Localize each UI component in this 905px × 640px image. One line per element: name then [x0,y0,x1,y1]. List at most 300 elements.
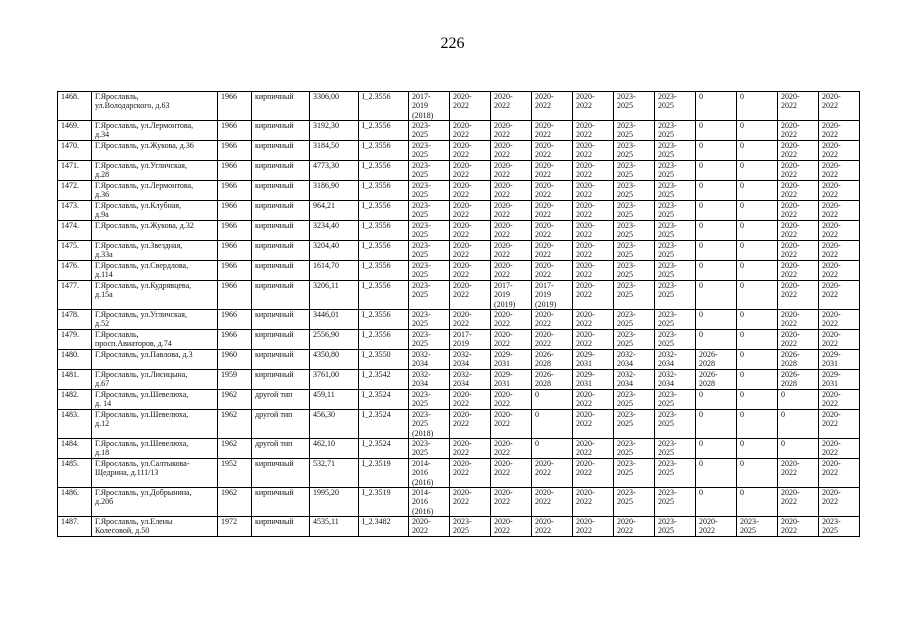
work-period-cell: 0 [737,221,778,241]
work-period-cell: 2020- 2022 [450,310,491,330]
work-period-cell: 0 [737,181,778,201]
work-period-cell: 2020- 2022 [778,310,819,330]
wall-material-cell: кирпичный [252,161,310,181]
work-period-cell: 0 [737,241,778,261]
work-period-cell: 2020- 2022 [819,310,860,330]
work-period-cell: 2023- 2025 [655,488,696,517]
work-period-cell: 2020- 2022 [819,161,860,181]
work-period-cell: 2020- 2022 [573,241,614,261]
work-period-cell: 2020- 2022 [450,439,491,459]
year-built-cell: 1966 [218,281,252,310]
work-period-cell: 2023- 2025 [655,410,696,439]
year-built-cell: 1966 [218,221,252,241]
work-period-cell: 2020- 2022 [450,261,491,281]
work-period-cell: 2020- 2022 [532,459,573,488]
work-period-cell: 2020- 2022 [819,201,860,221]
work-period-cell: 2017- 2019 (2018) [409,92,450,121]
work-period-cell: 0 [737,488,778,517]
work-period-cell: 2020- 2022 [450,410,491,439]
work-period-cell: 2020- 2022 [819,261,860,281]
work-period-cell: 2023- 2025 [614,488,655,517]
work-period-cell: 2029- 2031 [573,370,614,390]
year-built-cell: 1966 [218,121,252,141]
work-period-cell: 2023- 2025 [655,439,696,459]
work-period-cell: 2020- 2022 [819,439,860,459]
work-period-cell: 2020- 2022 [450,161,491,181]
work-period-cell: 2020- 2022 [532,141,573,161]
work-period-cell: 0 [696,439,737,459]
work-period-cell: 0 [737,370,778,390]
year-built-cell: 1960 [218,350,252,370]
work-period-cell: 2020- 2022 [778,141,819,161]
work-period-cell: 2023- 2025 [614,410,655,439]
wall-material-cell: кирпичный [252,261,310,281]
table-row [58,350,860,370]
work-period-cell: 2023- 2025 [737,517,778,537]
address-cell: Г.Ярославль, ул.Угличская, д.52 [92,310,218,330]
work-period-cell: 2023- 2025 [409,390,450,410]
work-period-cell: 2023- 2025 [655,261,696,281]
work-period-cell: 0 [737,390,778,410]
row-number: 1475. [58,241,92,261]
work-period-cell: 2023- 2025 [409,330,450,350]
work-period-cell: 0 [778,390,819,410]
address-cell: Г.Ярославль, ул.Жукова, д.32 [92,221,218,241]
work-period-cell: 2020- 2022 [819,410,860,439]
work-period-cell: 2020- 2022 [573,261,614,281]
work-period-cell: 2023- 2025 [655,459,696,488]
work-period-cell: 2020- 2022 [450,92,491,121]
work-period-cell: 2020- 2022 [778,181,819,201]
work-period-cell: 2023- 2025 [819,517,860,537]
work-period-cell: 2020- 2022 [819,281,860,310]
row-number: 1487. [58,517,92,537]
address-cell: Г.Ярославль, ул.Звездная, д.33а [92,241,218,261]
work-period-cell: 2020- 2022 [819,459,860,488]
wall-material-cell: кирпичный [252,121,310,141]
work-period-cell: 2020- 2022 [532,181,573,201]
area-cell: 4350,80 [310,350,359,370]
wall-material-cell: кирпичный [252,370,310,390]
code-cell: I_2.3556 [359,92,409,121]
table-row [58,92,860,121]
wall-material-cell: кирпичный [252,141,310,161]
work-period-cell: 2020- 2022 [819,221,860,241]
work-period-cell: 2023- 2025 [409,181,450,201]
row-number: 1484. [58,439,92,459]
code-cell: I_2.3556 [359,141,409,161]
code-cell: I_2.3550 [359,350,409,370]
table-row [58,281,860,310]
work-period-cell: 2032- 2034 [614,350,655,370]
row-number: 1481. [58,370,92,390]
row-number: 1485. [58,459,92,488]
work-period-cell: 2023- 2025 [409,121,450,141]
work-period-cell: 2020- 2022 [532,310,573,330]
work-period-cell: 2023- 2025 [614,181,655,201]
table-row [58,221,860,241]
area-cell: 3186,90 [310,181,359,201]
address-cell: Г.Ярославль, ул.Володарского, д.63 [92,92,218,121]
work-period-cell: 2020- 2022 [778,488,819,517]
work-period-cell: 2020- 2022 [491,517,532,537]
work-period-cell: 2014- 2016 (2016) [409,488,450,517]
work-period-cell: 2020- 2022 [573,221,614,241]
work-period-cell: 0 [696,201,737,221]
work-period-cell: 2026- 2028 [696,350,737,370]
code-cell: I_2.3524 [359,439,409,459]
table-row [58,161,860,181]
work-period-cell: 0 [696,310,737,330]
work-period-cell: 0 [696,390,737,410]
work-period-cell: 2020- 2022 [491,121,532,141]
area-cell: 459,11 [310,390,359,410]
work-period-cell: 2020- 2022 [573,517,614,537]
year-built-cell: 1966 [218,201,252,221]
work-period-cell: 2020- 2022 [450,488,491,517]
work-period-cell: 2020- 2022 [573,121,614,141]
work-period-cell: 2023- 2025 [655,161,696,181]
work-period-cell: 2023- 2025 [409,310,450,330]
address-cell: Г.Ярославль, ул.Жукова, д.36 [92,141,218,161]
work-period-cell: 0 [696,281,737,310]
wall-material-cell: другой тип [252,410,310,439]
page-number: 226 [440,35,465,52]
work-period-cell: 2023- 2025 [614,330,655,350]
area-cell: 456,30 [310,410,359,439]
work-period-cell: 2023- 2025 [614,241,655,261]
work-period-cell: 0 [737,350,778,370]
work-period-cell: 2020- 2022 [573,459,614,488]
work-period-cell: 0 [737,439,778,459]
work-period-cell: 2020- 2022 [491,92,532,121]
work-period-cell: 0 [696,221,737,241]
work-period-cell: 2023- 2025 [409,261,450,281]
row-number: 1479. [58,330,92,350]
work-period-cell: 2020- 2022 [450,181,491,201]
wall-material-cell: кирпичный [252,459,310,488]
year-built-cell: 1952 [218,459,252,488]
work-period-cell: 0 [737,161,778,181]
work-period-cell: 2023- 2025 [614,201,655,221]
work-period-cell: 2023- 2025 [450,517,491,537]
work-period-cell: 0 [737,330,778,350]
work-period-cell: 2020- 2022 [450,459,491,488]
work-period-cell: 2020- 2022 [532,488,573,517]
work-period-cell: 2023- 2025 [614,92,655,121]
area-cell: 3446,01 [310,310,359,330]
table-row [58,410,860,439]
work-period-cell: 2020- 2022 [491,141,532,161]
table-row [58,181,860,201]
work-period-cell: 2020- 2022 [532,261,573,281]
work-period-cell: 2020- 2022 [778,221,819,241]
work-period-cell: 2023- 2025 [614,221,655,241]
address-cell: Г.Ярославль, ул.Свердлова, д.114 [92,261,218,281]
work-period-cell: 2020- 2022 [573,390,614,410]
work-period-cell: 2023- 2025 [614,141,655,161]
code-cell: I_2.3542 [359,370,409,390]
work-period-cell: 2026- 2028 [778,370,819,390]
area-cell: 2556,90 [310,330,359,350]
year-built-cell: 1966 [218,310,252,330]
work-period-cell: 2020- 2022 [778,517,819,537]
area-cell: 964,21 [310,201,359,221]
work-period-cell: 2020- 2022 [778,121,819,141]
area-cell: 1614,70 [310,261,359,281]
table-row [58,459,860,488]
work-period-cell: 2020- 2022 [819,241,860,261]
work-period-cell: 2020- 2022 [491,221,532,241]
work-period-cell: 2020- 2022 [450,281,491,310]
work-period-cell: 2020- 2022 [491,201,532,221]
wall-material-cell: кирпичный [252,350,310,370]
area-cell: 462,10 [310,439,359,459]
address-cell: Г.Ярославль, просп.Авиаторов, д.74 [92,330,218,350]
work-period-cell: 2029- 2031 [819,350,860,370]
work-period-cell: 2023- 2025 [655,330,696,350]
year-built-cell: 1966 [218,181,252,201]
work-period-cell: 2020- 2022 [491,310,532,330]
work-period-cell: 0 [532,410,573,439]
wall-material-cell: другой тип [252,439,310,459]
work-period-cell: 2020- 2022 [532,121,573,141]
work-period-cell: 2023- 2025 [655,390,696,410]
work-period-cell: 2020- 2022 [778,459,819,488]
work-period-cell: 2020- 2022 [532,201,573,221]
code-cell: I_2.3556 [359,330,409,350]
work-period-cell: 0 [737,410,778,439]
work-period-cell: 2020- 2022 [450,221,491,241]
work-period-cell: 0 [737,261,778,281]
year-built-cell: 1966 [218,330,252,350]
row-number: 1480. [58,350,92,370]
row-number: 1478. [58,310,92,330]
wall-material-cell: кирпичный [252,310,310,330]
work-period-cell: 0 [532,390,573,410]
code-cell: I_2.3556 [359,241,409,261]
work-period-cell: 0 [696,459,737,488]
work-period-cell: 2020- 2022 [491,241,532,261]
work-period-cell: 0 [696,330,737,350]
row-number: 1483. [58,410,92,439]
work-period-cell: 2020- 2022 [491,459,532,488]
work-period-cell: 0 [696,92,737,121]
housing-registry-table [57,91,860,537]
work-period-cell: 2020- 2022 [573,410,614,439]
work-period-cell: 2023- 2025 [655,310,696,330]
work-period-cell: 2020- 2022 [573,330,614,350]
work-period-cell: 2023- 2025 [655,92,696,121]
area-cell: 3184,50 [310,141,359,161]
work-period-cell: 2020- 2022 [778,281,819,310]
work-period-cell: 2020- 2022 [450,121,491,141]
work-period-cell: 2020- 2022 [450,201,491,221]
wall-material-cell: кирпичный [252,330,310,350]
wall-material-cell: кирпичный [252,92,310,121]
area-cell: 3761,00 [310,370,359,390]
code-cell: I_2.3556 [359,121,409,141]
year-built-cell: 1962 [218,390,252,410]
year-built-cell: 1962 [218,410,252,439]
work-period-cell: 2032- 2034 [655,370,696,390]
work-period-cell: 0 [696,121,737,141]
work-period-cell: 2020- 2022 [778,201,819,221]
work-period-cell: 2020- 2022 [614,517,655,537]
work-period-cell: 2023- 2025 [655,201,696,221]
wall-material-cell: кирпичный [252,281,310,310]
code-cell: I_2.3519 [359,459,409,488]
row-number: 1482. [58,390,92,410]
work-period-cell: 2020- 2022 [491,161,532,181]
work-period-cell: 2020- 2022 [819,121,860,141]
work-period-cell: 2020- 2022 [532,221,573,241]
work-period-cell: 2029- 2031 [573,350,614,370]
work-period-cell: 2026- 2028 [778,350,819,370]
work-period-cell: 2023- 2025 [655,221,696,241]
work-period-cell: 2023- 2025 [409,141,450,161]
address-cell: Г.Ярославль, ул.Шевелюха, д. 14 [92,390,218,410]
work-period-cell: 2020- 2022 [778,161,819,181]
work-period-cell: 2020- 2022 [819,141,860,161]
work-period-cell: 0 [696,410,737,439]
table-row [58,439,860,459]
work-period-cell: 0 [737,121,778,141]
year-built-cell: 1959 [218,370,252,390]
address-cell: Г.Ярославль, ул.Шевелюха, д.18 [92,439,218,459]
work-period-cell: 2020- 2022 [819,330,860,350]
work-period-cell: 2023- 2025 [614,390,655,410]
year-built-cell: 1966 [218,161,252,181]
work-period-cell: 2020- 2022 [573,201,614,221]
work-period-cell: 2032- 2034 [409,370,450,390]
address-cell: Г.Ярославль, ул.Добрынина, д.20б [92,488,218,517]
work-period-cell: 2020- 2022 [819,390,860,410]
address-cell: Г.Ярославль, ул.Елены Колесовой, д.50 [92,517,218,537]
wall-material-cell: кирпичный [252,241,310,261]
table-row [58,121,860,141]
address-cell: Г.Ярославль, ул.Клубная, д.9а [92,201,218,221]
work-period-cell: 0 [737,201,778,221]
year-built-cell: 1966 [218,261,252,281]
work-period-cell: 2023- 2025 [409,161,450,181]
work-period-cell: 2020- 2022 [491,181,532,201]
code-cell: I_2.3556 [359,310,409,330]
work-period-cell: 0 [737,92,778,121]
wall-material-cell: кирпичный [252,221,310,241]
work-period-cell: 2020- 2022 [491,439,532,459]
year-built-cell: 1966 [218,92,252,121]
year-built-cell: 1966 [218,141,252,161]
wall-material-cell: другой тип [252,390,310,410]
year-built-cell: 1972 [218,517,252,537]
row-number: 1486. [58,488,92,517]
work-period-cell: 2029- 2031 [819,370,860,390]
row-number: 1473. [58,201,92,221]
table-row [58,141,860,161]
work-period-cell: 2032- 2034 [450,370,491,390]
code-cell: I_2.3519 [359,488,409,517]
wall-material-cell: кирпичный [252,517,310,537]
code-cell: I_2.3556 [359,161,409,181]
work-period-cell: 2020- 2022 [573,310,614,330]
work-period-cell: 2023- 2025 [409,201,450,221]
work-period-cell: 2020- 2022 [532,161,573,181]
work-period-cell: 2020- 2022 [532,330,573,350]
work-period-cell: 2023- 2025 [655,241,696,261]
work-period-cell: 0 [737,281,778,310]
row-number: 1468. [58,92,92,121]
work-period-cell: 2020- 2022 [778,330,819,350]
table-row [58,241,860,261]
work-period-cell: 0 [737,141,778,161]
area-cell: 1995,20 [310,488,359,517]
code-cell: I_2.3556 [359,281,409,310]
work-period-cell: 2020- 2022 [450,141,491,161]
code-cell: I_2.3524 [359,410,409,439]
year-built-cell: 1962 [218,488,252,517]
work-period-cell: 2020- 2022 [532,517,573,537]
wall-material-cell: кирпичный [252,488,310,517]
work-period-cell: 2023- 2025 [655,517,696,537]
work-period-cell: 2020- 2022 [573,439,614,459]
wall-material-cell: кирпичный [252,201,310,221]
work-period-cell: 0 [778,439,819,459]
year-built-cell: 1962 [218,439,252,459]
work-period-cell: 2020- 2022 [573,141,614,161]
table-row [58,517,860,537]
work-period-cell: 2032- 2034 [614,370,655,390]
row-number: 1469. [58,121,92,141]
work-period-cell: 2020- 2022 [409,517,450,537]
work-period-cell: 2020- 2022 [532,92,573,121]
wall-material-cell: кирпичный [252,181,310,201]
row-number: 1470. [58,141,92,161]
work-period-cell: 2023- 2025 [614,439,655,459]
work-period-cell: 2032- 2034 [409,350,450,370]
code-cell: I_2.3482 [359,517,409,537]
work-period-cell: 2023- 2025 [655,141,696,161]
table-row [58,330,860,350]
table-row [58,201,860,221]
work-period-cell: 2017- 2019 (2019) [532,281,573,310]
work-period-cell: 2023- 2025 [409,281,450,310]
work-period-cell: 2020- 2022 [450,241,491,261]
area-cell: 3204,40 [310,241,359,261]
year-built-cell: 1966 [218,241,252,261]
work-period-cell: 0 [737,459,778,488]
table-row [58,390,860,410]
address-cell: Г.Ярославль, ул.Павлова, д.3 [92,350,218,370]
work-period-cell: 2026- 2028 [532,350,573,370]
work-period-cell: 2020- 2022 [532,241,573,261]
work-period-cell: 2020- 2022 [573,181,614,201]
code-cell: I_2.3556 [359,201,409,221]
row-number: 1477. [58,281,92,310]
work-period-cell: 2029- 2031 [491,370,532,390]
work-period-cell: 0 [532,439,573,459]
work-period-cell: 2020- 2022 [573,281,614,310]
work-period-cell: 2032- 2034 [450,350,491,370]
work-period-cell: 2023- 2025 [614,161,655,181]
work-period-cell: 0 [778,410,819,439]
area-cell: 3192,30 [310,121,359,141]
work-period-cell: 2020- 2022 [573,92,614,121]
work-period-cell: 2020- 2022 [819,92,860,121]
work-period-cell: 2020- 2022 [696,517,737,537]
code-cell: I_2.3524 [359,390,409,410]
work-period-cell: 2020- 2022 [491,261,532,281]
